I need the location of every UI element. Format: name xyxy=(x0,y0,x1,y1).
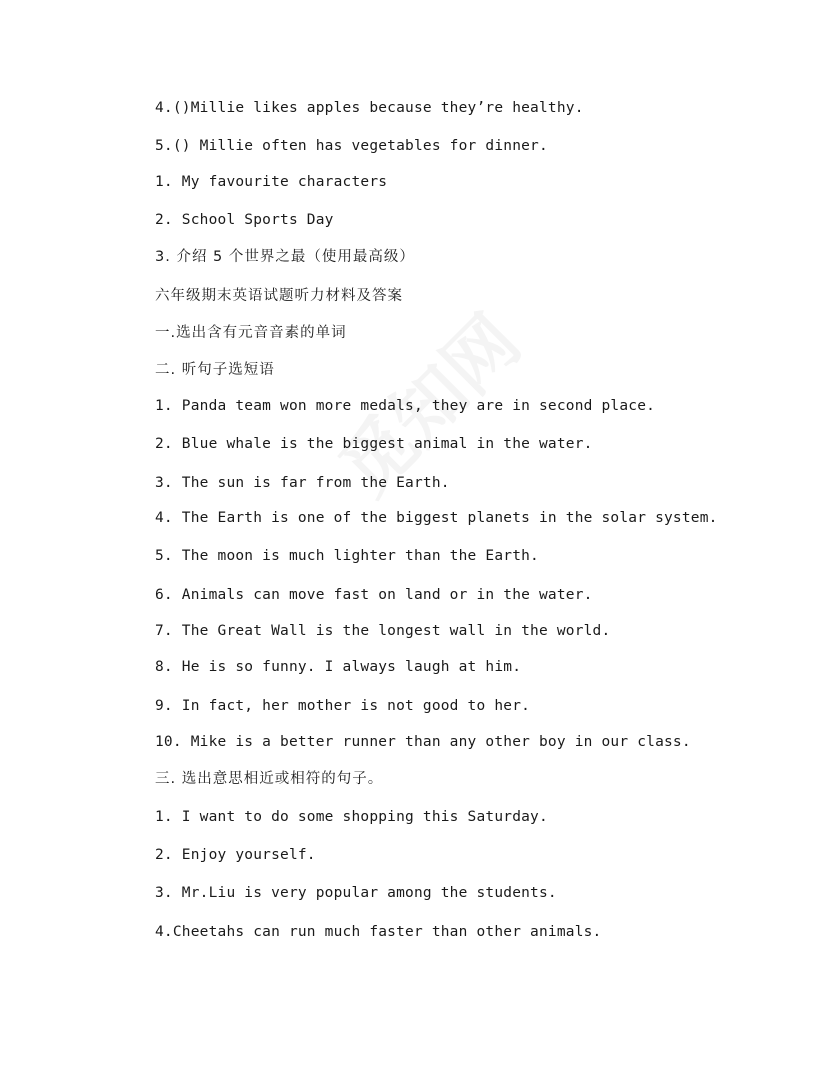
sentence-line: 10. Mike is a better runner than any other boy in our class. xyxy=(155,734,691,750)
section-heading: 一.选出含有元音音素的单词 xyxy=(155,325,347,341)
sentence-line: 4. The Earth is one of the biggest planets in the solar system. xyxy=(155,510,718,526)
sentence-line: 9. In fact, her mother is not good to her. xyxy=(155,698,531,714)
sentence-line: 5. The moon is much lighter than the Earth. xyxy=(155,548,539,564)
document-heading: 六年级期末英语试题听力材料及答案 xyxy=(155,288,403,304)
sentence-line: 1. I want to do some shopping this Saturday. xyxy=(155,809,548,825)
sentence-line: 6. Animals can move fast on land or in the water. xyxy=(155,587,593,603)
sentence-line: 8. He is so funny. I always laugh at him. xyxy=(155,659,522,675)
sentence-line: 7. The Great Wall is the longest wall in the world. xyxy=(155,623,611,639)
sentence-line: 2. Enjoy yourself. xyxy=(155,847,316,863)
sentence-line: 4.Cheetahs can run much faster than other animals. xyxy=(155,924,602,940)
writing-topic: 1. My favourite characters xyxy=(155,174,388,190)
question-line: 5.() Millie often has vegetables for dinner. xyxy=(155,138,548,154)
section-heading: 二. 听句子选短语 xyxy=(155,362,275,378)
sentence-line: 3. The sun is far from the Earth. xyxy=(155,475,450,491)
sentence-line: 3. Mr.Liu is very popular among the students. xyxy=(155,885,557,901)
writing-topic: 2. School Sports Day xyxy=(155,212,334,228)
section-heading: 三. 选出意思相近或相符的句子。 xyxy=(155,771,384,787)
sentence-line: 1. Panda team won more medals, they are in second place. xyxy=(155,398,656,414)
question-line: 4.()Millie likes apples because they’re healthy. xyxy=(155,100,584,116)
sentence-line: 2. Blue whale is the biggest animal in the water. xyxy=(155,436,593,452)
writing-topic: 3. 介绍 5 个世界之最（使用最高级） xyxy=(155,249,415,265)
